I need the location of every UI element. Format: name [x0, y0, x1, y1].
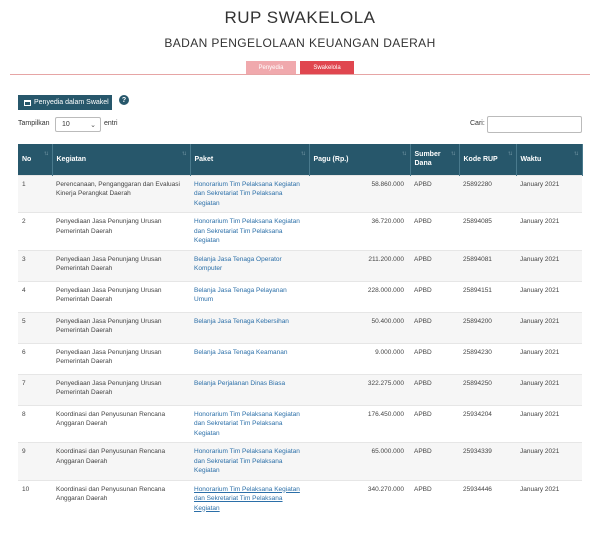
cell-sumber-dana: APBD [410, 281, 459, 312]
cell-waktu: January 2021 [516, 213, 582, 251]
cell-kode-rup: 25894085 [459, 213, 516, 251]
cell-kode-rup: 25894250 [459, 374, 516, 405]
cell-paket-link[interactable]: Honorarium Tim Pelaksana Kegiatan dan Sekretariat Tim Pelaksana Kegiatan [190, 480, 309, 517]
cell-pagu: 9.000.000 [309, 343, 410, 374]
cell-pagu: 50.400.000 [309, 312, 410, 343]
cell-waktu: January 2021 [516, 250, 582, 281]
cell-waktu: January 2021 [516, 480, 582, 517]
cell-waktu: January 2021 [516, 281, 582, 312]
cell-paket-link[interactable]: Belanja Jasa Tenaga Keamanan [190, 343, 309, 374]
cell-kode-rup: 25894230 [459, 343, 516, 374]
cell-no: 3 [18, 250, 52, 281]
cell-pagu: 340.270.000 [309, 480, 410, 517]
cell-kegiatan: Perencanaan, Penganggaran dan Evaluasi Kinerja Perangkat Daerah [52, 175, 190, 213]
cell-no: 4 [18, 281, 52, 312]
export-penyedia-button[interactable] [18, 95, 112, 110]
column-header-kode-rup[interactable]: Kode RUP ↑↓ [459, 144, 516, 175]
column-header-waktu[interactable]: Waktu ↑↓ [516, 144, 582, 175]
tab-swakelola[interactable]: Swakelola [300, 61, 354, 75]
cell-kode-rup: 25894151 [459, 281, 516, 312]
cell-sumber-dana: APBD [410, 175, 459, 213]
cell-pagu: 36.720.000 [309, 213, 410, 251]
sort-icon: ↑↓ [300, 151, 305, 157]
cell-paket-link[interactable]: Honorarium Tim Pelaksana Kegiatan dan Sekretariat Tim Pelaksana Kegiatan [190, 175, 309, 213]
table-icon [24, 100, 31, 106]
cell-sumber-dana: APBD [410, 374, 459, 405]
sort-icon: ↑↓ [573, 151, 578, 157]
column-header-pagu[interactable]: Pagu (Rp.) ↑↓ [309, 144, 410, 175]
column-header-no[interactable]: No ↑↓ [18, 144, 52, 175]
table-row [18, 374, 582, 405]
cell-kegiatan: Penyediaan Jasa Penunjang Urusan Pemerintah Daerah [52, 250, 190, 281]
column-header-kegiatan[interactable]: Kegiatan ↑↓ [52, 144, 190, 175]
cell-paket-link[interactable]: Honorarium Tim Pelaksana Kegiatan dan Sekretariat Tim Pelaksana Kegiatan [190, 405, 309, 443]
cell-waktu: January 2021 [516, 312, 582, 343]
cell-paket-link[interactable]: Belanja Perjalanan Dinas Biasa [190, 374, 309, 405]
sort-icon: ↑↓ [181, 151, 186, 157]
rup-table [18, 144, 583, 517]
cell-pagu: 228.000.000 [309, 281, 410, 312]
sort-icon: ↑↓ [507, 151, 512, 157]
cell-paket-link[interactable]: Belanja Jasa Tenaga Pelayanan Umum [190, 281, 309, 312]
cell-kode-rup: 25934446 [459, 480, 516, 517]
cell-paket-link[interactable]: Honorarium Tim Pelaksana Kegiatan dan Sekretariat Tim Pelaksana Kegiatan [190, 213, 309, 251]
page-length-value: 10 [62, 121, 70, 128]
length-suffix: entri [104, 120, 118, 127]
cell-paket-link[interactable]: Belanja Jasa Tenaga Operator Komputer [190, 250, 309, 281]
column-header-paket[interactable]: Paket ↑↓ [190, 144, 309, 175]
column-header-sumber-dana[interactable]: Sumber Dana ↑↓ [410, 144, 459, 175]
cell-kode-rup: 25892280 [459, 175, 516, 213]
search-input[interactable] [487, 116, 582, 133]
cell-sumber-dana: APBD [410, 213, 459, 251]
cell-kegiatan: Penyediaan Jasa Penunjang Urusan Pemerintah Daerah [52, 281, 190, 312]
cell-sumber-dana: APBD [410, 405, 459, 443]
cell-sumber-dana: APBD [410, 343, 459, 374]
cell-sumber-dana: APBD [410, 250, 459, 281]
cell-pagu: 211.200.000 [309, 250, 410, 281]
table-row [18, 343, 582, 374]
cell-kegiatan: Penyediaan Jasa Penunjang Urusan Pemerintah Daerah [52, 343, 190, 374]
cell-waktu: January 2021 [516, 405, 582, 443]
table-row [18, 250, 582, 281]
cell-waktu: January 2021 [516, 443, 582, 481]
table-row [18, 480, 582, 517]
cell-kegiatan: Koordinasi dan Penyusunan Rencana Anggaran Daerah [52, 405, 190, 443]
cell-pagu: 58.860.000 [309, 175, 410, 213]
cell-kode-rup: 25894081 [459, 250, 516, 281]
procurement-tabs [246, 61, 354, 75]
cell-no: 5 [18, 312, 52, 343]
cell-kode-rup: 25934339 [459, 443, 516, 481]
cell-no: 1 [18, 175, 52, 213]
export-button-label: Penyedia dalam Swakel [34, 99, 109, 106]
cell-kode-rup: 25894200 [459, 312, 516, 343]
cell-paket-link[interactable]: Belanja Jasa Tenaga Kebersihan [190, 312, 309, 343]
cell-kegiatan: Koordinasi dan Penyusunan Rencana Anggaran Daerah [52, 443, 190, 481]
sort-icon: ↑↓ [450, 151, 455, 157]
cell-kegiatan: Koordinasi dan Penyusunan Rencana Anggaran Daerah [52, 480, 190, 517]
cell-sumber-dana: APBD [410, 443, 459, 481]
table-row [18, 443, 582, 481]
cell-no: 10 [18, 480, 52, 517]
length-label: Tampilkan [18, 120, 50, 127]
table-header-row [18, 144, 582, 175]
sort-icon: ↑↓ [43, 151, 48, 157]
cell-kode-rup: 25934204 [459, 405, 516, 443]
cell-paket-link[interactable]: Honorarium Tim Pelaksana Kegiatan dan Sekretariat Tim Pelaksana Kegiatan [190, 443, 309, 481]
chevron-down-icon: ⌄ [90, 122, 96, 129]
cell-sumber-dana: APBD [410, 480, 459, 517]
cell-no: 8 [18, 405, 52, 443]
header-divider [10, 74, 590, 75]
table-row [18, 213, 582, 251]
search-label: Cari: [470, 120, 485, 127]
cell-no: 9 [18, 443, 52, 481]
page-title: RUP SWAKELOLA [224, 8, 376, 27]
cell-waktu: January 2021 [516, 374, 582, 405]
table-row [18, 281, 582, 312]
cell-pagu: 176.450.000 [309, 405, 410, 443]
cell-kegiatan: Penyediaan Jasa Penunjang Urusan Pemerintah Daerah [52, 312, 190, 343]
table-row [18, 312, 582, 343]
cell-kegiatan: Penyediaan Jasa Penunjang Urusan Pemerintah Daerah [52, 374, 190, 405]
cell-waktu: January 2021 [516, 175, 582, 213]
tab-penyedia[interactable]: Penyedia [246, 61, 296, 75]
cell-no: 7 [18, 374, 52, 405]
table-row [18, 405, 582, 443]
cell-kegiatan: Penyediaan Jasa Penunjang Urusan Pemerintah Daerah [52, 213, 190, 251]
cell-pagu: 322.275.000 [309, 374, 410, 405]
cell-no: 2 [18, 213, 52, 251]
cell-waktu: January 2021 [516, 343, 582, 374]
cell-sumber-dana: APBD [410, 312, 459, 343]
page-subtitle: BADAN PENGELOLAAN KEUANGAN DAERAH [164, 36, 436, 50]
page-length-select[interactable] [55, 117, 101, 132]
sort-icon: ↑↓ [401, 151, 406, 157]
table-row [18, 175, 582, 213]
question-circle-icon[interactable]: ? [119, 95, 129, 105]
cell-no: 6 [18, 343, 52, 374]
cell-pagu: 65.000.000 [309, 443, 410, 481]
